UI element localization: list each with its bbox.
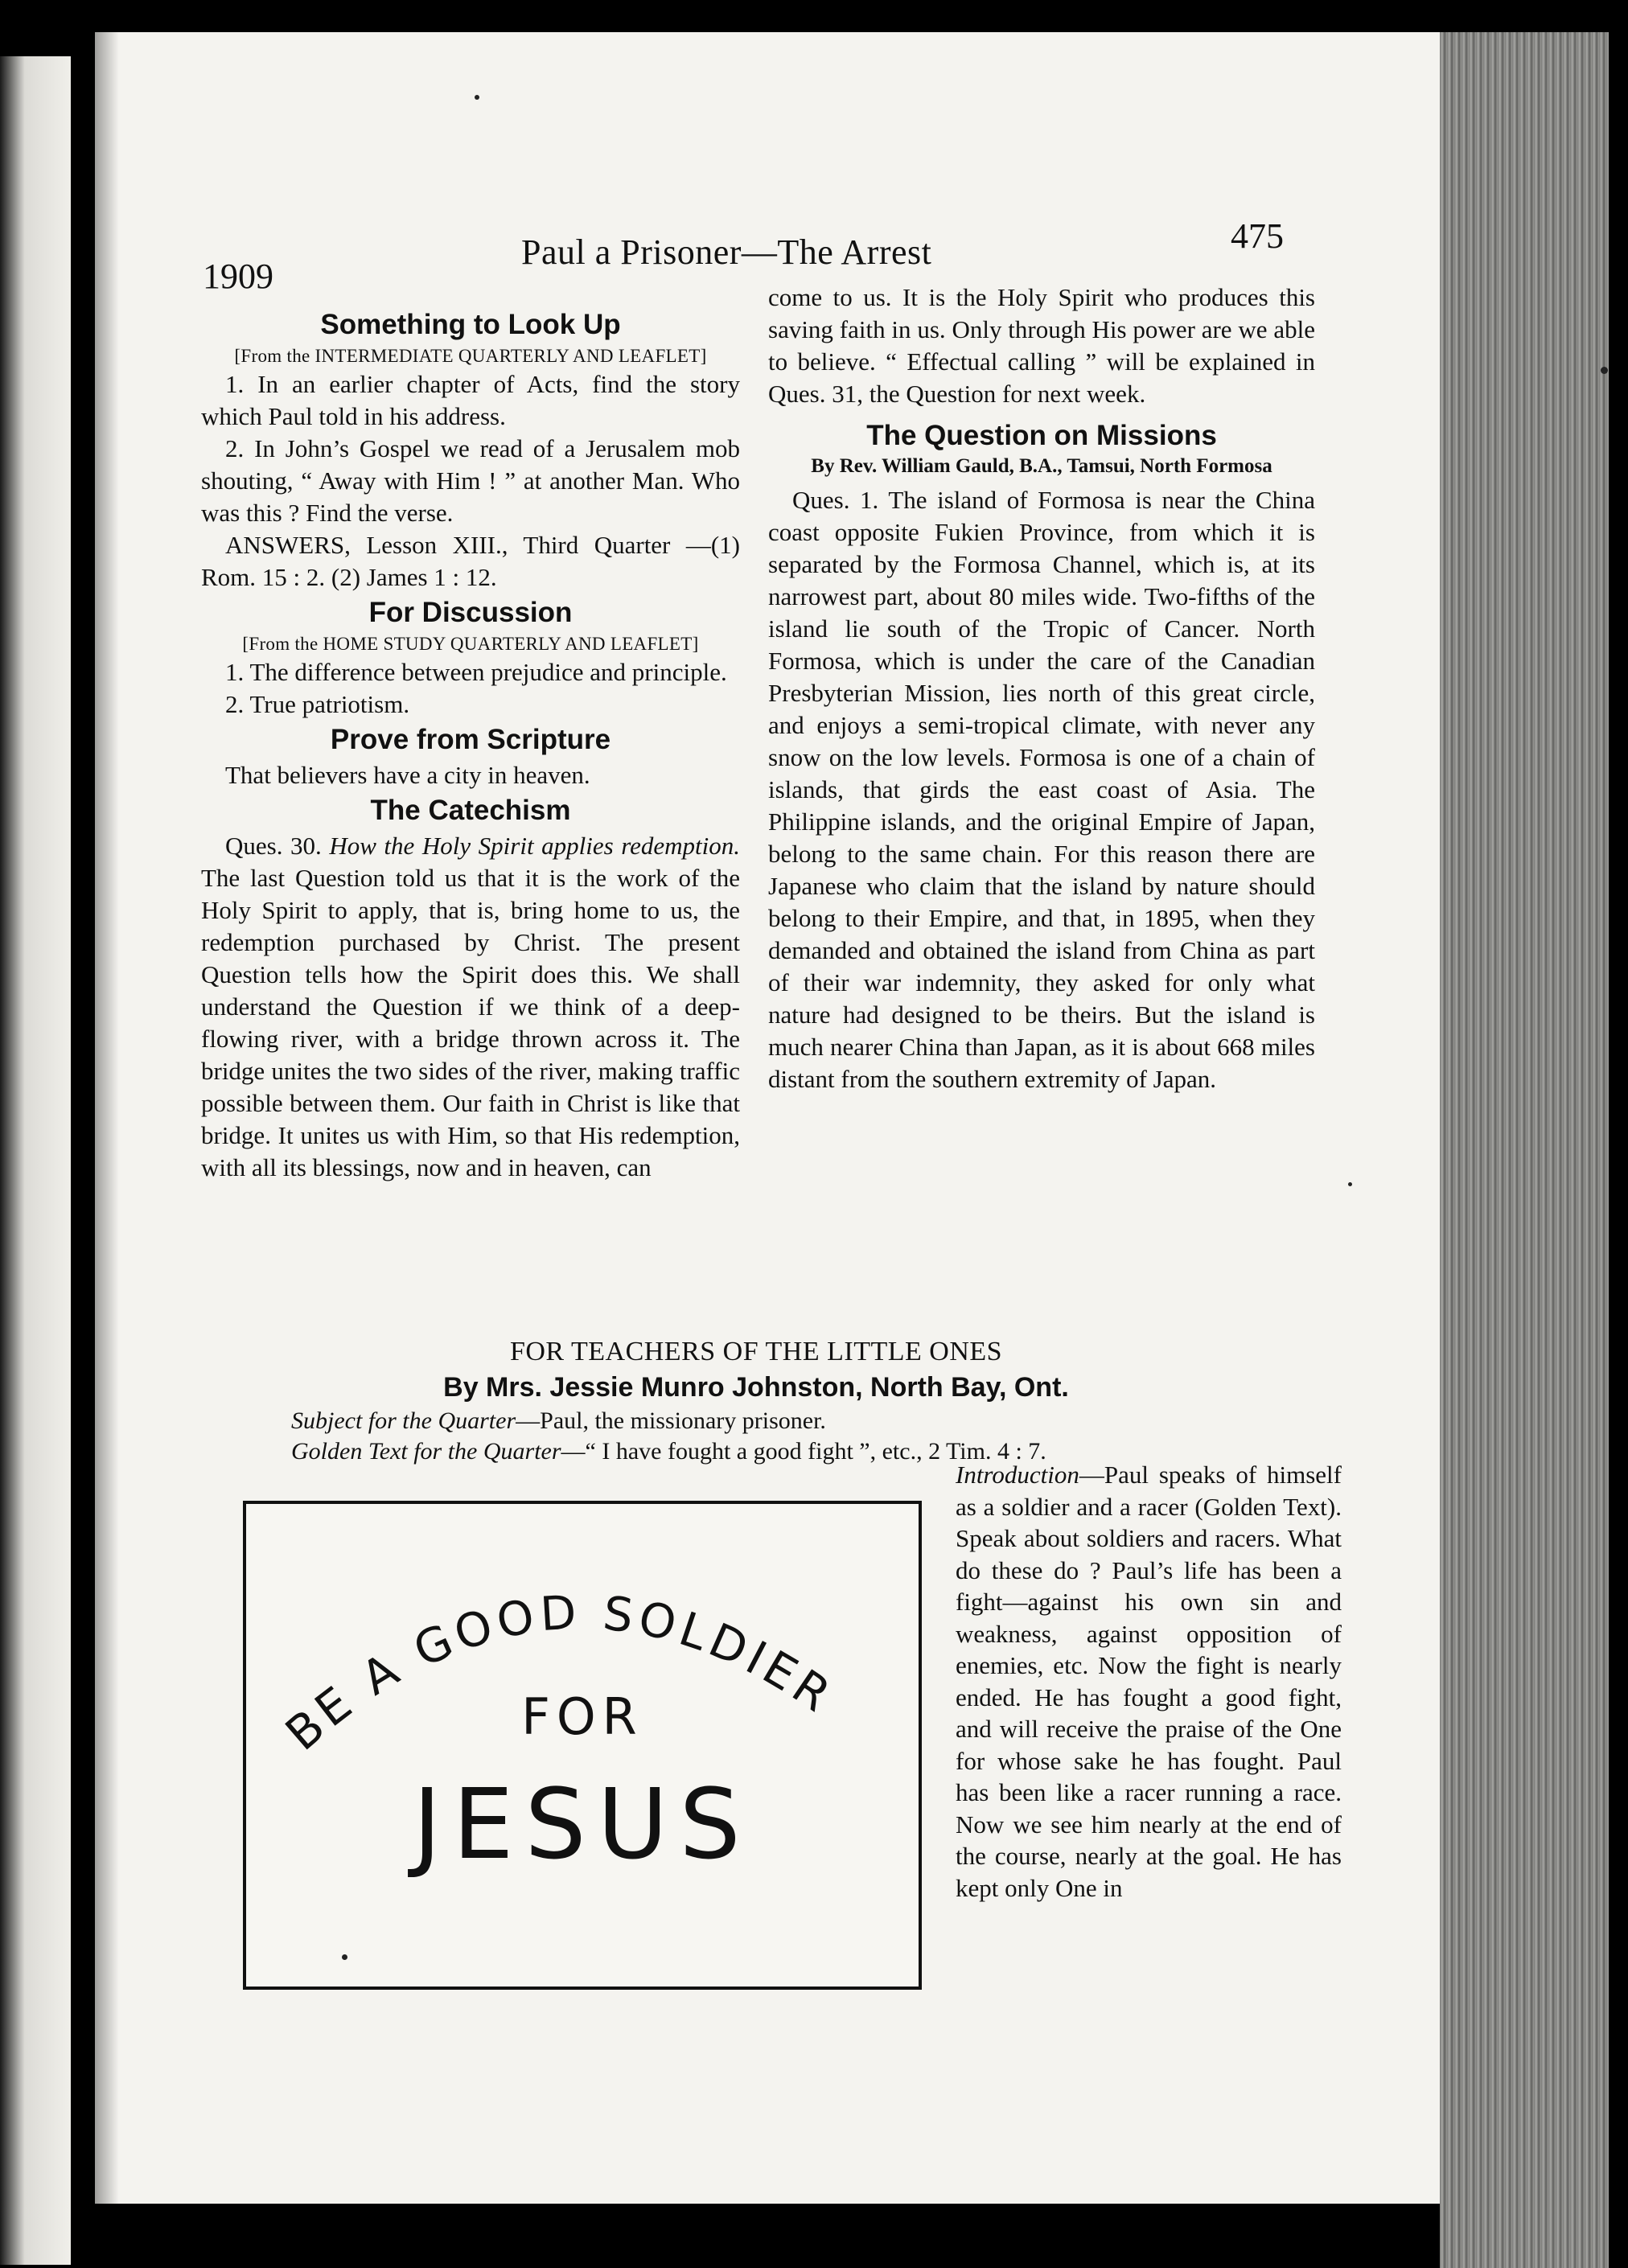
catechism-continuation: come to us. It is the Holy Spirit who produces this saving faith in us. Only through His power are we able to believe. “ Effectual calling ” will be explained in Ques. 31, the Question for next week. [768, 283, 1315, 408]
golden-text: —“ I have fought a good fight ”, etc., 2 Tim. 4 : 7. [561, 1438, 1046, 1465]
intro-label: Introduction [956, 1461, 1079, 1489]
poster-line-2: FOR [521, 1687, 643, 1746]
subject-text: —Paul, the missionary prisoner. [516, 1407, 826, 1434]
introduction-paragraph [956, 1459, 1342, 1904]
right-column [768, 281, 1315, 1095]
golden-label: Golden Text for the Quarter [291, 1438, 561, 1465]
catechism-ques-title: How the Holy Spirit applies redemption. [329, 832, 740, 860]
look-up-heading: Something to Look Up [320, 309, 621, 340]
catechism-paragraph [201, 830, 740, 1184]
look-up-answers: ANSWERS, Lesson XIII., Third Quarter —(1) Rom. 15 : 2. (2) James 1 : 12. [201, 531, 740, 591]
discussion-source: [From the HOME STUDY QUARTERLY AND LEAFLET] [242, 634, 699, 654]
scripture-heading: Prove from Scripture [330, 724, 611, 755]
running-year: 1909 [203, 257, 273, 296]
subject-label: Subject for the Quarter [291, 1407, 516, 1434]
catechism-text: The last Question told us that it is the work of the Holy Spirit to apply, that is, bring home to us, the redemption purchased by Christ. The present Question tells how the Spirit does this. We shall understand the Question if we think of a deep-flowing river, with a bridge thrown across it. The bridge unites the two sides of the river, making traffic possible between them. Our faith in Christ is like that bridge. It unites us with Him, so that His redemption, with all its blessings, now and in heaven, can [201, 864, 740, 1181]
discussion-item-1: 1. The difference between prejudice and principle. [225, 658, 727, 686]
running-title: Paul a Prisoner—The Arrest [521, 232, 932, 272]
soldier-poster [243, 1501, 922, 1990]
catechism-heading: The Catechism [370, 795, 571, 826]
discussion-heading: For Discussion [368, 597, 573, 628]
scan-speck [1348, 1182, 1352, 1186]
look-up-source: [From the INTERMEDIATE QUARTERLY AND LEAFLET] [234, 346, 707, 366]
scripture-text: That believers have a city in heaven. [225, 761, 590, 789]
look-up-item-1: 1. In an earlier chapter of Acts, find the story which Paul told in his address. [201, 370, 740, 430]
teachers-byline: By Mrs. Jessie Munro Johnston, North Bay, Ont. [443, 1372, 1069, 1403]
missions-byline: By Rev. William Gauld, B.A., Tamsui, North Formosa [811, 455, 1272, 477]
scan-speck [342, 1954, 347, 1960]
intro-text: —Paul speaks of himself as a soldier and a racer (Golden Text). Speak about soldiers and racers. What do these do ? Paul’s life has been a fight—against his own sin and weakness, against opposition of enemies, etc. Now the fight is nearly ended. He has fought a good fight, and will receive the praise of the One for whose sake he has fought. Paul has been like a racer running a race. Now we see him nearly at the end of the course, nearly at the goal. He has kept only One in [956, 1461, 1342, 1902]
missions-text: Ques. 1. The island of Formosa is near the China coast opposite Fukien Province, from which it is separated by the Formosa Channel, which is, at its narrowest part, about 80 miles wide. Two-fifths of the island lie south of the Tropic of Cancer. North Formosa, which is under the care of the Canadian Presbyterian Mission, lies north of this great circle, and enjoys a semi-tropical climate, with never any snow on the low levels. Formosa is one of a chain of islands, that girds the east coast of Asia. The Philippine islands, and the original Empire of Japan, belong to the same chain. For this reason there are Japanese who claim that the island by nature should belong to their Empire, and that, in 1895, when they demanded and obtained the island from China as part of their war indemnity, they asked for only what nature had designed to be theirs. But the island is much nearer China than Japan, as it is about 668 miles distant from the southern extremity of Japan. [768, 486, 1315, 1093]
previous-page-edge [0, 56, 71, 2265]
left-column [201, 306, 740, 1184]
scan-speck [1601, 367, 1608, 374]
gutter-shadow [95, 32, 119, 2204]
subject-line [291, 1407, 1256, 1435]
discussion-item-2: 2. True patriotism. [225, 690, 410, 718]
page-stack-edge [1440, 32, 1609, 2268]
poster-line-3: JESUS [413, 1769, 752, 1881]
scan-speck [475, 95, 479, 100]
missions-heading: The Question on Missions [866, 420, 1217, 451]
teachers-heading: FOR TEACHERS OF THE LITTLE ONES [509, 1337, 1003, 1366]
catechism-ques-label: Ques. 30. [225, 832, 322, 860]
look-up-item-2: 2. In John’s Gospel we read of a Jerusalem mob shouting, “ Away with Him ! ” at another Man. Who was this ? Find the verse. [201, 434, 740, 527]
poster-line-1: BE A GOOD SOLDIER [275, 1584, 845, 1761]
page-number: 475 [1231, 216, 1284, 256]
